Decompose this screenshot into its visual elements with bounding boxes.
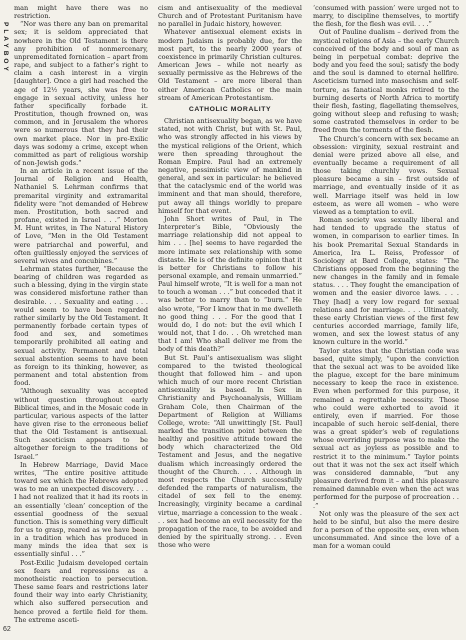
paragraph: Lehrman states further, “Because the bearing of children was regarded as such a blessing, dying in the virgin state was considered misfortune rather than desirable. . . . Sexuality and eating . . . would seem to have been regarded rather similarly by the Old Testament. It permanently forbade certain types of food and sex, and sometimes temporarily prohibited all eating and sexual activity. Permanent and total sexual abstention seems to have been as foreign to its thinking, however, as permanent and total abstention from food. (14, 265, 148, 388)
paragraph: In an article in a recent issue of the Journal of Religion and Health, Nathaniel S. Lehrman confirms that premarital virginity and extramarital fidelity were “not demanded of Hebrew men. Prostitution, both sacred and profane, existed in Israel . . .” Morton M. Hunt writes, in The Natural History of Love, “Men in the Old Testament were patriarchal and powerful, and often guiltlessly enjoyed the services of several wives and concubines.” (14, 167, 148, 265)
paragraph: “Although sexuality was accepted without question throughout early Biblical times, and in the Mosaic code in particular, various aspects of the latter have given rise to the erroneous belief that the Old Testament is antisexual. Such asceticism appears to be altogether foreign to the traditions of Israel.” (14, 387, 148, 461)
text-column-3 (313, 4, 459, 636)
paragraph: But St. Paul’s antisexualism was slight compared to the twisted theological thought that followed him – and upon which much of our more recent Christian antisexuality is based. In Sex in Christianity and Psychoanalysis, William Graham Cole, then Chairman of the Department of Religion at Williams College, wrote: “All unwittingly [St. Paul] marked the transition point between the healthy and positive attitude toward the body which characterized the Old Testament and Jesus, and the negative dualism which increasingly ordered the thought of the Church. . . . Although in most respects the Church successfully defended the ramparts of naturalism, the citadel of sex fell to the enemy. Increasingly, virginity became a cardinal virtue, marriage a concession to the weak . . . sex had become an evil necessity for the propagation of the race, to be avoided and denied by the spiritually strong. . . Even those who were (158, 353, 302, 550)
paragraph: Post-Exilic Judaism developed certain sex fears and repressions as a monotheistic reaction to persecution. These same fears and restrictions later found their way into early Christianity, which also suffered persecution and hence proved a fertile field for them. The extreme asceti- (14, 558, 148, 624)
paragraph: In Hebrew Marriage, David Mace writes, “The entire positive attitude toward sex which the Hebrews adopted was to me an unexpected discovery. . . . I had not realized that it had its roots in an essentially ‘clean’ conception of the essential goodness of the sexual function. This is something very difficult for us to grasp, reared as we have been in a tradition which has produced in many minds the idea that sex is essentially sinful . . .” (14, 460, 148, 559)
paragraph: ‘consumed with passion’ were urged not to marry, to discipline themselves, to mortify the flesh, for the flesh was evil. . . .” (313, 4, 459, 29)
paragraph: Taylor states that the Christian code was based, quite simply, “upon the conviction that the sexual act was to be avoided like the plague, except for the bare minimum necessary to keep the race in existence. Even when performed for this purpose, it remained a regrettable necessity. Those who could were exhorted to avoid it entirely, even if married. For those incapable of such heroic self-denial, there was a great spider’s web of regulations whose overriding purpose was to make the sexual act as joyless as possible and to restrict it to the minimum.” Taylor points out that it was not the sex act itself which was considered damnable, “but any pleasure derived from it – and this pleasure remained damnable even when the act was performed for the purpose of procreation . . .” (313, 346, 459, 510)
magazine-masthead: PLAYBOY (2, 22, 9, 74)
paragraph: Whatever antisexual element exists in modern Judaism is probably due, for the most part, to the nearly 2000 years of coexistence in primarily Christian cultures. American Jews – while not nearly as sexually permissive as the Hebrews of the Old Testament – are more liberal than either American Catholics or the main stream of American Protestantism. (158, 28, 302, 102)
text-column-1 (14, 4, 148, 636)
paragraph: Out of Pauline dualism – derived from the mystical religions of Asia – the early Church conceived of the body and soul of man as being in perpetual combat: deprive the body and you feed the soul; satisfy the body and the soul is damned to eternal hellfire. Asceticism turned into masochism and self-torture, as fanatical monks retired to the burning deserts of North Africa to mortify their flesh, fasting, flagellating themselves, going without sleep and refusing to wash; some castrated themselves in order to be freed from the torments of the flesh. (313, 28, 459, 135)
paragraph: cism and antisexuality of the medieval Church and of Protestant Puritanism have no parallel in Judaic history, however. (158, 4, 302, 29)
paragraph: “Nor was there any ban on premarital sex; it is seldom appreciated that nowhere in the Old Testament is there any prohibition of nonmercenary, unpremeditated fornication – apart from rape, and subject to a father’s right to claim a cash interest in a virgin [daughter]. Once a girl had reached the age of 12½ years, she was free to engage in sexual activity, unless her father specifically forbade it. Prostitution, though frowned on, was common, and in Jerusalem the whores were so numerous that they had their own market place. Nor in pre-Exilic days was sodomy a crime, except when committed as part of religious worship of non-Jewish gods.” (14, 20, 148, 167)
paragraph: Christian antisexuality began, as we have stated, not with Christ, but with St. Paul, who was strongly affected in his views by the mystical religions of the Orient, which were then spreading throughout the Roman Empire. Paul had an extremely negative, pessimistic view of mankind in general, and sex in particular: he believed that the cataclysmic end of the world was imminent and that man should, therefore, put away all things worldly to prepare himself for that event. (158, 117, 302, 215)
paragraph: man might have there was no restriction. (14, 4, 148, 21)
page-number: 62 (3, 626, 11, 633)
text-column-2 (158, 4, 302, 636)
paragraph: Roman society was sexually liberal and had tended to upgrade the status of women, in comparison to earlier times. In his book Premarital Sexual Standards in America, Ira L. Reiss, Professor of Sociology at Bard College, states: “The Christians opposed from the beginning the new changes in the family and in female status. . . . They fought the emancipation of women and the easier divorce laws. . . . They [had] a very low regard for sexual relations and for marriage. . . . Ultimately, these early Christian views of the first few centuries accorded marriage, family life, women, and sex the lowest status of any known culture in the world.” (313, 216, 459, 347)
paragraph: The Church’s concern with sex became an obsession: virginity, sexual restraint and denial were prized above all else, and eventually became a requirement of all those taking churchly vows. Sexual pleasure became a sin – first outside of marriage, and eventually inside of it as well. Marriage itself was held in low esteem, as were all women – who were viewed as a temptation to evil. (313, 134, 459, 216)
paragraph: John Short writes of Paul, in The Interpreter’s Bible, “Obviously the marriage relationship did not appeal to him . . . [he] seems to have regarded the more intimate sex relationship with some distaste. He is of the definite opinion that it is better for Christians to follow his personal example, and remain unmarried.” Paul himself wrote, “It is well for a man not to touch a woman . . .” but conceded that it was better to marry than to “burn.” He also wrote, “For I know that in me dwelleth no good thing . . . For the good that I would do, I do not: but the evil which I would not, that I do. . . Oh wretched man that I am! Who shall deliver me from the body of this death?” (158, 214, 302, 354)
section-heading: CATHOLIC MORALITY (188, 105, 272, 113)
paragraph: Not only was the pleasure of the sex act held to be sinful, but also the mere desire for a person of the opposite sex, even when unconsummated. And since the love of a man for a woman could (313, 509, 459, 551)
